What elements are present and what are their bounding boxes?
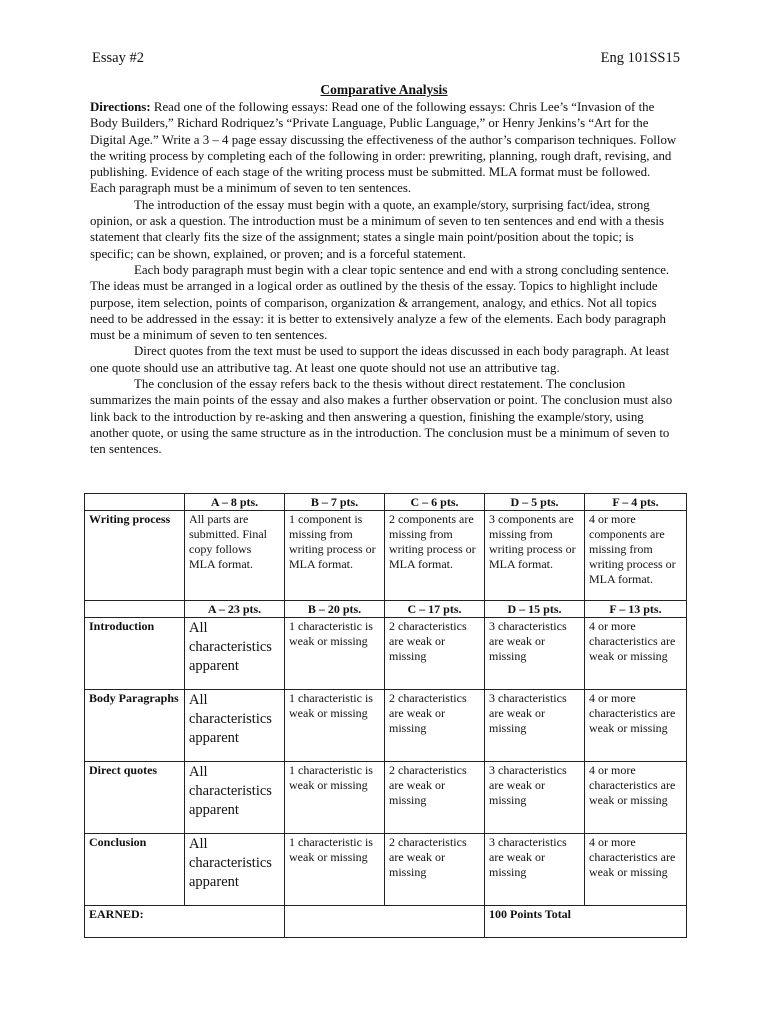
rubric-cell: 1 characteristic is weak or missing [285,762,385,834]
rubric-row-conclusion [85,834,687,906]
grade-header: C – 6 pts. [385,494,485,511]
direct-quotes-paragraph: Direct quotes from the text must be used to support the ideas discussed in each body paragraph. At least one quote should use an attributive tag. At least one quote should not use an attributive tag. [90,344,670,375]
rubric-header-row [85,494,687,511]
grading-rubric [84,493,687,938]
rubric-cell: 1 characteristic is weak or missing [285,618,385,690]
directions-paragraph [90,99,678,197]
conclusion-paragraph: The conclusion of the essay refers back to the thesis without direct restatement. The conclusion summarizes the main points of the essay and also makes a further observation or point. The conclusion must also link back to the introduction by re-asking and then answering a question, finishing the example/story, using another quote, or using the same structure as in the introduction. The conclusion must be a minimum of seven to ten sentences. [90,377,673,457]
page-header [92,50,680,68]
rubric-row-body-paragraphs [85,690,687,762]
grade-header: F – 13 pts. [585,601,687,618]
rubric-category: Introduction [85,618,185,690]
rubric-row-writing-process [85,511,687,601]
grade-header: D – 5 pts. [485,494,585,511]
rubric-row-introduction [85,618,687,690]
grade-header: C – 17 pts. [385,601,485,618]
introduction-paragraph: The introduction of the essay must begin with a quote, an example/story, surprising fact/idea, strong opinion, or ask a question. The introduction must be a minimum of seven to ten sentences and end with a thesis statement that clearly fits the size of the assignment; states a single main point/position about the topic; is specific; can be shown, explained, or proven; and is a forceful statement. [90,197,665,261]
rubric-cell: All characteristics apparent [185,690,285,762]
rubric-cell: 3 characteristics are weak or missing [485,690,585,762]
course-code: Eng 101SS15 [600,50,680,66]
rubric-cell: 4 or more characteristics are weak or missing [585,834,687,906]
body-paragraph-guidelines: Each body paragraph must begin with a clear topic sentence and end with a strong concluding sentence. The ideas must be arranged in a logical order as outlined by the thesis of the essay. Topics to highlight include purpose, item selection, points of comparison, organization & arrangement, analogy, and ethics. Not all topics need to be addressed in the essay: it is better to extensively analyze a few of the elements. Each body paragraph must be a minimum of seven to ten sentences. [90,262,670,343]
directions-label: Directions: [90,100,151,114]
rubric-cell: 2 characteristics are weak or missing [385,762,485,834]
rubric-category: Writing process [85,511,185,601]
rubric-cell: 2 components are missing from writing process or MLA format. [385,511,485,601]
directions-body [90,99,678,458]
rubric-cell: All parts are submitted. Final copy follows MLA format. [185,511,285,601]
earned-score-cell [285,906,485,938]
essay-number: Essay #2 [92,50,144,66]
total-points-label: 100 Points Total [485,906,687,938]
grade-header: A – 23 pts. [185,601,285,618]
rubric-cell: 4 or more characteristics are weak or missing [585,618,687,690]
grade-header: F – 4 pts. [585,494,687,511]
rubric-cell: All characteristics apparent [185,618,285,690]
rubric-cell: 2 characteristics are weak or missing [385,618,485,690]
rubric-cell: 3 characteristics are weak or missing [485,834,585,906]
rubric-cell: 1 characteristic is weak or missing [285,690,385,762]
rubric-cell: 4 or more characteristics are weak or missing [585,762,687,834]
rubric-cell: 3 characteristics are weak or missing [485,762,585,834]
rubric-corner [85,601,185,618]
rubric-cell: 2 characteristics are weak or missing [385,834,485,906]
rubric-cell: 2 characteristics are weak or missing [385,690,485,762]
grade-header: D – 15 pts. [485,601,585,618]
page-title: Comparative Analysis [320,82,448,97]
earned-label: EARNED: [85,906,285,938]
rubric-category: Conclusion [85,834,185,906]
rubric-cell: 1 characteristic is weak or missing [285,834,385,906]
rubric-cell: 4 or more characteristics are weak or missing [585,690,687,762]
rubric-cell: 1 component is missing from writing process or MLA format. [285,511,385,601]
rubric-cell: All characteristics apparent [185,834,285,906]
rubric-header-row [85,601,687,618]
grade-header: B – 7 pts. [285,494,385,511]
grade-header: A – 8 pts. [185,494,285,511]
rubric-row-direct-quotes [85,762,687,834]
rubric-category: Body Paragraphs [85,690,185,762]
grade-header: B – 20 pts. [285,601,385,618]
rubric-category: Direct quotes [85,762,185,834]
directions-text: Read one of the following essays: Read one of the following essays: Chris Lee’s “Invasion of the Body Builders,” Richard Rodriquez’s “Private Language, Public Language,” or Henry Jenkins’s “Art for the Digital Age.” Write a 3 – 4 page essay discussing the effectiveness of the author’s comparison techniques. Follow the writing process by completing each of the following in order: prewriting, planning, rough draft, revising, and publishing. Evidence of each stage of the writing process must be submitted. MLA format must be followed. Each paragraph must be a minimum of seven to ten sentences. [90,100,677,196]
rubric-corner [85,494,185,511]
rubric-cell: All characteristics apparent [185,762,285,834]
rubric-cell: 4 or more components are missing from writing process or MLA format. [585,511,687,601]
rubric-row-earned [85,906,687,938]
rubric-cell: 3 characteristics are weak or missing [485,618,585,690]
rubric-cell: 3 components are missing from writing process or MLA format. [485,511,585,601]
